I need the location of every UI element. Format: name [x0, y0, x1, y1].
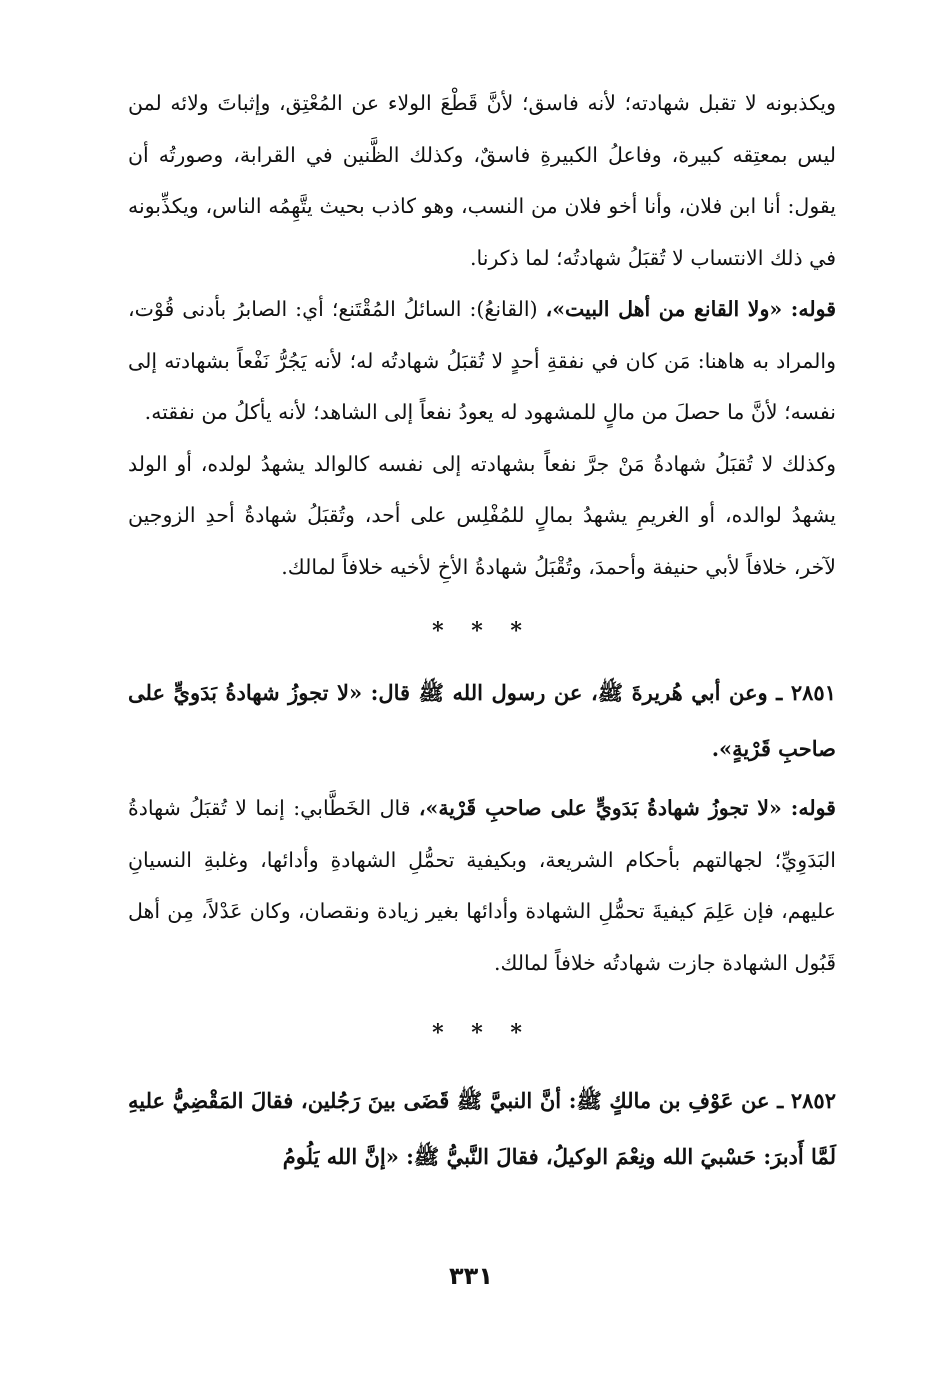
section-separator-2: * * * [432, 1020, 532, 1046]
paragraph-2-text: (القانعُ): السائلُ المُقْتَنع؛ أي: الصابرُ بأدنى قُوْت، والمراد به هاهنا: مَن كان في نفقةِ أحدٍ لا تُقبَلُ شهادتُه له؛ لأنه يَجُرُّ نَفْعاً بشهادته إلى نفسه؛ لأنَّ ما حصلَ من مالٍ للمشهود له يعودُ نفعاً إلى الشاهد؛ لأنه يأكلُ من نفقته. [128, 297, 836, 424]
commentary-2851 [128, 783, 836, 989]
commentary-2851-lead: قوله: «لا تجوزُ شهادةُ بَدَويٍّ على صاحبِ قَرْية»، [418, 796, 836, 820]
page-body [128, 78, 836, 1185]
paragraph-2 [128, 284, 836, 439]
paragraph-2-lead: قوله: «ولا القانع من أهل البيت»، [545, 297, 837, 321]
section-separator-1: * * * [432, 618, 532, 644]
commentary-2851-text: قال الخَطَّابي: إنما لا تُقبَلُ شهادةُ البَدَوِيِّ؛ لجهالتهم بأحكام الشريعة، وبكيفية تحمُّلِ الشهادةِ وأدائها، وغلبةِ النسيانِ عليهم، فإن عَلِمَ كيفيةَ تحمُّلِ الشهادة وأدائها بغير زيادة ونقصان، وكان عَدْلاً، مِن أهل قَبُول الشهادة جازت شهادتُه خلافاً لمالك. [128, 796, 836, 975]
paragraph-3: وكذلك لا تُقبَلُ شهادةُ مَنْ جرَّ نفعاً بشهادته إلى نفسه كالوالد يشهدُ لولده، أو الولد يشهدُ لوالده، أو الغريمِ يشهدُ بمالٍ للمُفْلِس على أحد، وتُقبَلُ شهادةُ أحدِ الزوجين لآخر، خلافاً لأبي حنيفة وأحمدَ، وتُقْبَلُ شهادةُ الأخِ لأخيه خلافاً لمالك. [128, 451, 836, 579]
page-number: ٣٣١ [449, 1262, 493, 1290]
paragraph-1: ويكذبونه لا تقبل شهادته؛ لأنه فاسق؛ لأنَّ قَطْعَ الولاء عن المُعْتِق، وإثباتَ ولائه لمن ليس بمعتِقه كبيرة، وفاعلُ الكبيرةِ فاسقٌ، وكذلك الظَّنين في القرابة، وصورتُه أن يقول: أنا ابن فلان، وأنا أخو فلان من النسب، وهو كاذب بحيث يتَّهِمُه الناس، ويكذِّبونه في ذلك الانتساب لا تُقبَلُ شهادتُه؛ لما ذكرنا. [128, 91, 836, 270]
hadith-2852: ٢٨٥٢ ـ عن عَوْفِ بن مالكٍ ﷺ: أنَّ النبيَّ ﷺ قَضَى بينَ رَجُلين، فقالَ المَقْضِيُّ عليهِ لَمَّا أَدبرَ: حَسْبيَ الله ونِعْمَ الوكيلُ، فقالَ النَّبيُّ ﷺ: «إنَّ الله يَلُومُ [128, 1088, 836, 1169]
hadith-2851: ٢٨٥١ ـ وعن أبي هُريرةَ ﷺ، عن رسول الله ﷺ قال: «لا تجوزُ شهادةُ بَدَويٍّ على صاحبِ قَرْيةٍ». [128, 680, 836, 761]
